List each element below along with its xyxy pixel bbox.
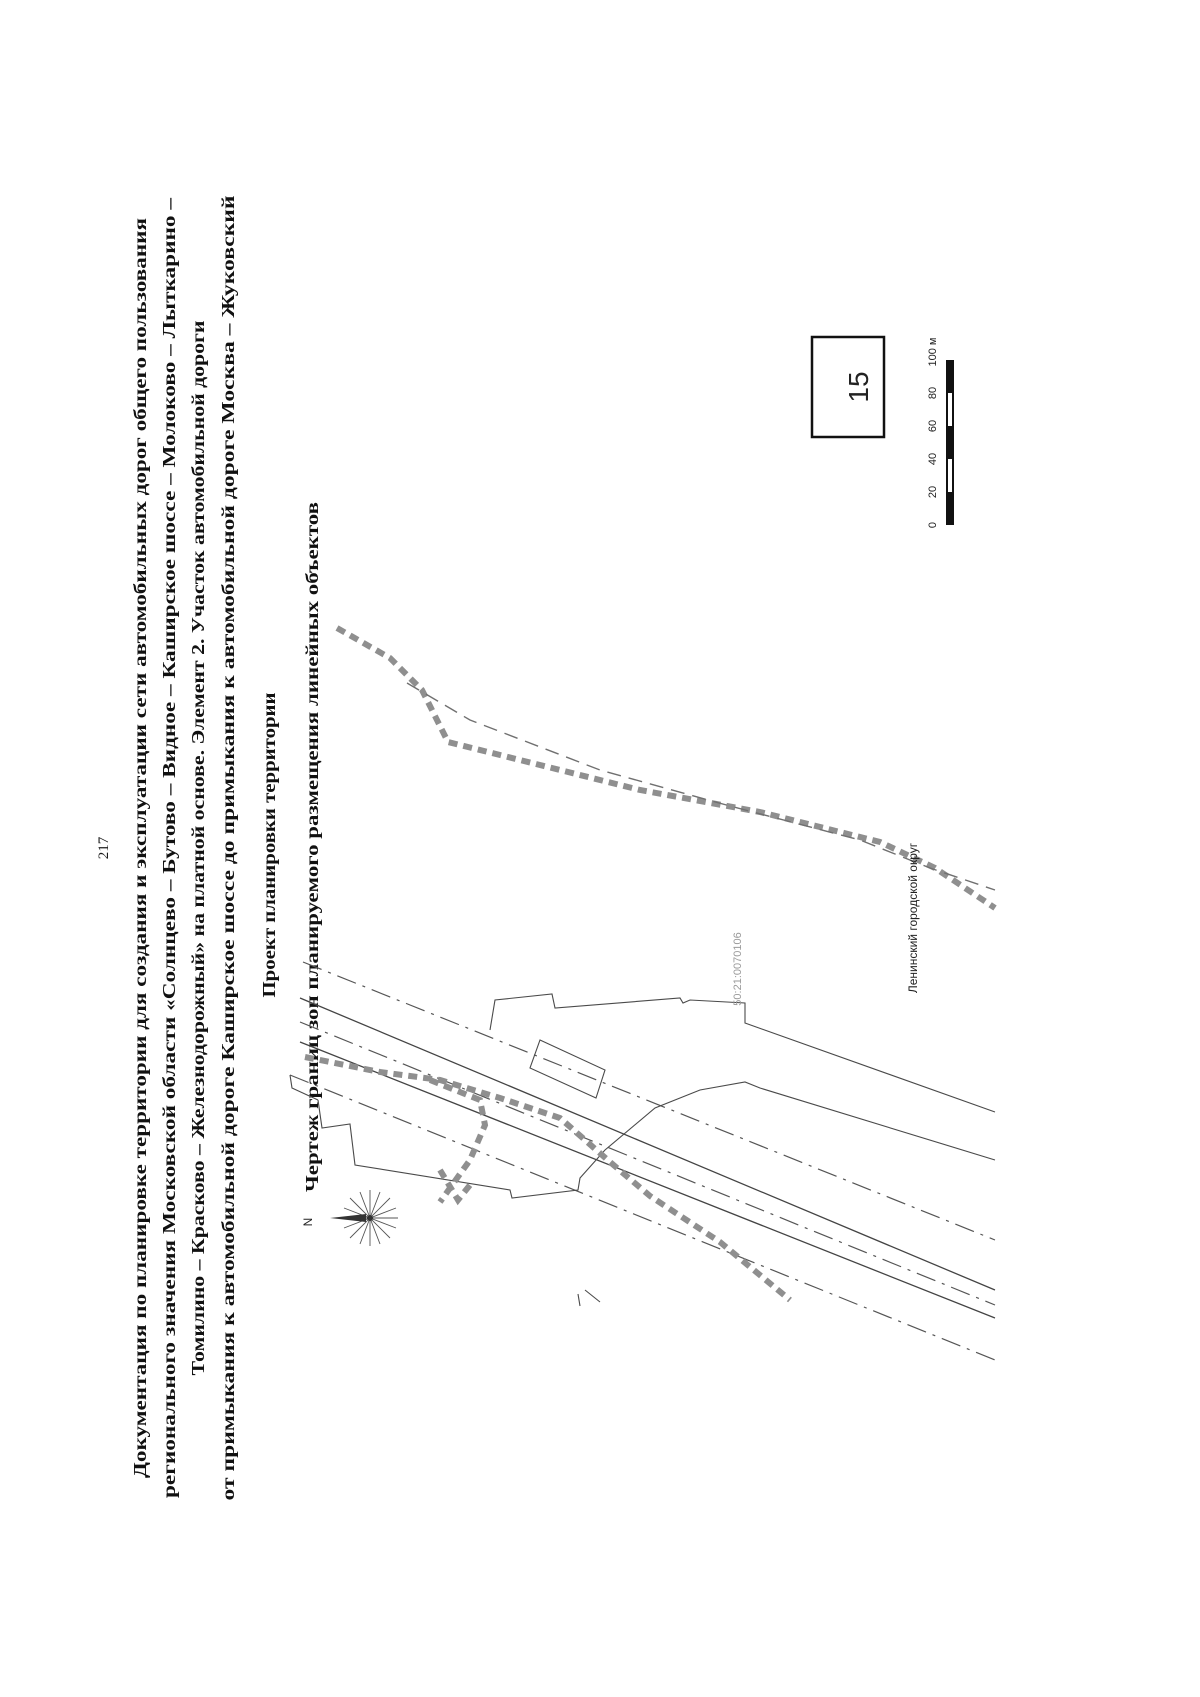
highway-line-4 bbox=[300, 1042, 995, 1318]
scale-tick-40: 40 bbox=[927, 452, 939, 466]
header-line-2: регионального значения Московской области «Солнцево – Бутово – Видное – Каширское шоссе – Молоково – Лыткарино – bbox=[159, 519, 179, 1498]
document-header bbox=[130, 196, 238, 1501]
scale-tick-80: 80 bbox=[927, 386, 939, 400]
district-label: Ленинский городской округ bbox=[906, 842, 920, 994]
header-line-4: от примыкания к автомобильной дороге Каширское шоссе до примыкания к автомобильной дороге Москва – Жуковский bbox=[218, 532, 238, 1501]
scale-tick-0: 0 bbox=[927, 521, 939, 529]
zone-boundary-lower-branch bbox=[430, 1080, 485, 1202]
header-line-3: Томилино – Красково – Железнодорожный» на платной основе. Элемент 2. Участок автомобильной дороги bbox=[188, 528, 208, 1376]
highway-line-5 bbox=[290, 1075, 995, 1360]
sheet-number: 15 bbox=[843, 371, 874, 403]
scale-bar bbox=[927, 338, 954, 529]
sheet-number-box bbox=[812, 337, 884, 437]
compass-rose-icon bbox=[301, 1190, 398, 1246]
scale-tick-60: 60 bbox=[927, 419, 939, 433]
land-plot-outline bbox=[318, 1082, 995, 1198]
map-drawing bbox=[290, 628, 995, 1360]
zone-boundary-lower-stub bbox=[440, 1170, 470, 1200]
north-label: N bbox=[301, 1217, 315, 1227]
drawing-title: Чертеж границ зон планируемого размещения линейных объектов bbox=[302, 649, 322, 1192]
scale-tick-20: 20 bbox=[927, 485, 939, 499]
scale-tick-100: 100 м bbox=[927, 337, 939, 367]
corner-mark bbox=[578, 1290, 600, 1306]
header-line-1: Документация по планировке территории для создания и эксплуатации сети автомобильных дорог общего пользования bbox=[130, 524, 150, 1478]
page-number: 217 bbox=[96, 836, 112, 860]
highway-line-3 bbox=[300, 1022, 995, 1305]
land-plot-upper bbox=[490, 994, 995, 1112]
structure-rect bbox=[530, 1040, 605, 1098]
subtitle: Проект планировки территории bbox=[259, 733, 279, 998]
zone-boundary-upper bbox=[337, 628, 995, 908]
cadastral-number: 50:21:0070106 bbox=[732, 932, 744, 1006]
highway-line-2 bbox=[300, 998, 995, 1290]
